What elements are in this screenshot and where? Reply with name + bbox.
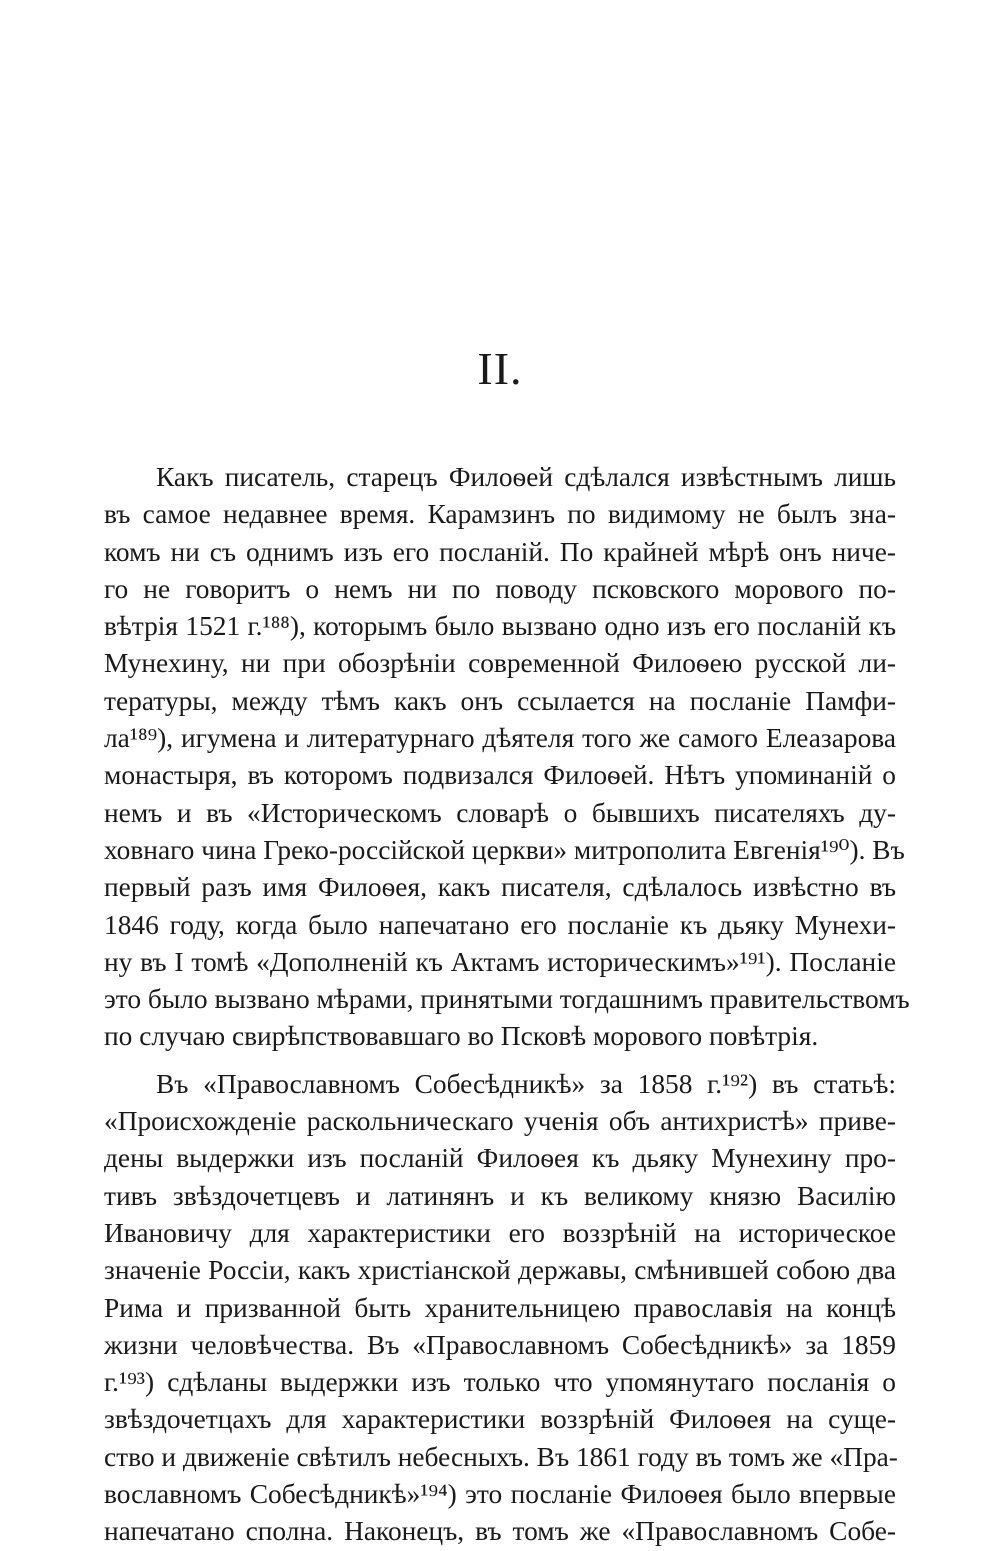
- text-line: немъ и въ «Историческомъ словарѣ о бывшихъ писателяхъ ду-: [104, 797, 896, 828]
- text-line: го не говоритъ о немъ ни по поводу псковского морового по-: [104, 573, 896, 604]
- text-line: ство и движеніе свѣтилъ небесныхъ. Въ 1861 году въ томъ же «Пра-: [104, 1441, 898, 1472]
- text-line: ховнаго чина Греко-россійской церкви» митрополита Евгенія¹⁹⁰). Въ: [104, 834, 905, 865]
- text-line: г.¹⁹³) сдѣланы выдержки изъ только что упомянутаго посланія о: [104, 1367, 896, 1398]
- text-line: Въ «Православномъ Собесѣдникѣ» за 1858 г.¹⁹²) въ статьѣ:: [156, 1068, 896, 1099]
- text-line: ну въ I томѣ «Дополненій къ Актамъ историческимъ»¹⁹¹). Посланіе: [104, 946, 896, 977]
- paragraph-1: [104, 459, 910, 1056]
- text-line: комъ ни съ однимъ изъ его посланій. По крайней мѣрѣ онъ ниче-: [104, 536, 896, 567]
- text-line: въ самое недавнее время. Карамзинъ по видимому не былъ зна-: [104, 499, 896, 530]
- text-line: «Происхожденіе раскольническаго ученія объ антихристѣ» приве-: [104, 1106, 896, 1137]
- text-line: Какъ писатель, старецъ Филоѳей сдѣлался извѣстнымъ лишь: [156, 462, 896, 492]
- text-line: дены выдержки изъ посланій Филоѳея къ дьяку Мунехину про-: [104, 1143, 896, 1174]
- text-line: тературы, между тѣмъ какъ онъ ссылается на посланіе Памфи-: [104, 685, 896, 716]
- paragraph-2: [104, 1066, 896, 1551]
- text-line: жизни человѣчества. Въ «Православномъ Собесѣдникѣ» за 1859: [104, 1329, 896, 1360]
- text-line: 1846 году, когда было напечатано его посланіе къ дьяку Мунехи-: [104, 909, 896, 940]
- text-line: Мунехину, ни при обозрѣніи современной Филоѳею русской ли-: [104, 648, 896, 679]
- text-line: звѣздочетцахъ для характеристики воззрѣній Филоѳея на суще-: [104, 1404, 896, 1435]
- body-text: [104, 459, 910, 1551]
- text-line: вославномъ Собесѣдникѣ»¹⁹⁴) это посланіе Филоѳея было впервые: [104, 1479, 896, 1510]
- text-line: Рима и призванной быть хранительницею православія на концѣ: [104, 1292, 896, 1323]
- text-line: тивъ звѣздочетцевъ и латинянъ и къ великому князю Василію: [104, 1180, 896, 1211]
- text-line: по случаю свирѣпствовавшаго во Псковѣ морового повѣтрія.: [104, 1021, 819, 1052]
- text-line: это было вызвано мѣрами, принятыми тогдашнимъ правительствомъ: [104, 984, 910, 1015]
- text-line: монастыря, въ которомъ подвизался Филоѳей. Нѣтъ упоминаній о: [104, 760, 896, 791]
- text-line: напечатано сполна. Наконецъ, въ томъ же «Православномъ Собе-: [104, 1516, 896, 1547]
- text-line: первый разъ имя Филоѳея, какъ писателя, сдѣлалось извѣстно въ: [104, 872, 896, 903]
- text-line: вѣтрія 1521 г.¹⁸⁸), которымъ было вызвано одно изъ его посланій къ: [104, 611, 896, 642]
- text-line: значеніе Россіи, какъ христіанской державы, смѣнившей собою два: [104, 1255, 896, 1286]
- paragraph-gap: [104, 1056, 896, 1066]
- chapter-heading: II.: [477, 343, 523, 394]
- text-line: Ивановичу для характеристики его воззрѣній на историческое: [104, 1217, 896, 1248]
- text-line: ла¹⁸⁹), игумена и литературнаго дѣятеля того же самого Елеазарова: [104, 723, 896, 754]
